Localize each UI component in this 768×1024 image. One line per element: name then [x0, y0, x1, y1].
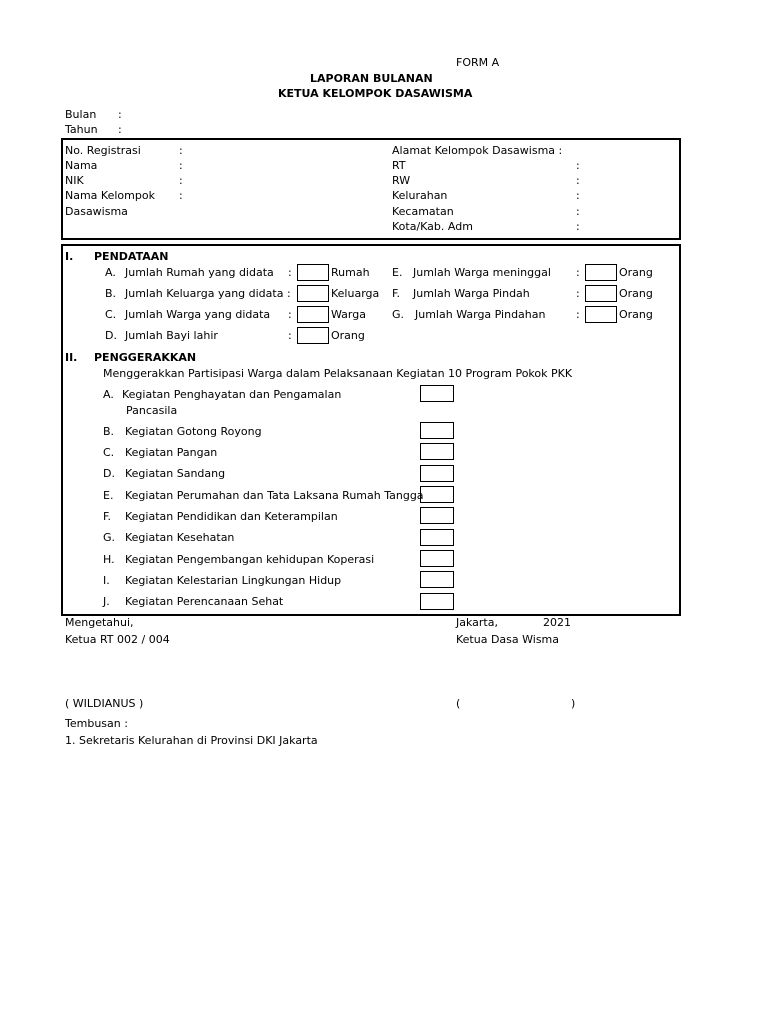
kegiatan-e-letter: E.: [103, 489, 114, 502]
ketua-rt-name: ( WILDIANUS ): [65, 697, 144, 710]
colon: :: [576, 287, 580, 300]
item-d-unit: Orang: [331, 329, 365, 342]
jumlah-warga-input[interactable]: [297, 306, 329, 323]
signature-close-paren: ): [571, 697, 576, 710]
tembusan-label: Tembusan :: [65, 717, 128, 730]
item-b-label: Jumlah Keluarga yang didata :: [125, 287, 291, 300]
nama-kelompok-label: Nama Kelompok: [65, 189, 155, 202]
kegiatan-a-label-2: Pancasila: [126, 404, 178, 417]
item-c-label: Jumlah Warga yang didata: [125, 308, 271, 321]
kegiatan-e-input[interactable]: [420, 486, 454, 503]
section1-title: PENDATAAN: [94, 250, 169, 263]
kegiatan-g-label: Kegiatan Kesehatan: [125, 531, 235, 544]
bulan-colon: :: [118, 108, 122, 121]
kegiatan-c-label: Kegiatan Pangan: [125, 446, 218, 459]
kecamatan-label: Kecamatan: [392, 205, 454, 218]
colon: :: [576, 308, 580, 321]
kegiatan-b-input[interactable]: [420, 422, 454, 439]
mengetahui-label: Mengetahui,: [65, 616, 134, 629]
item-a-unit: Rumah: [331, 266, 370, 279]
colon: :: [179, 174, 183, 187]
kegiatan-j-input[interactable]: [420, 593, 454, 610]
warga-meninggal-input[interactable]: [585, 264, 617, 281]
item-d-letter: D.: [105, 329, 117, 342]
title-line-1: LAPORAN BULANAN: [310, 72, 433, 85]
ketua-dasawisma-label: Ketua Dasa Wisma: [456, 633, 560, 646]
item-e-unit: Orang: [619, 266, 653, 279]
kegiatan-h-label: Kegiatan Pengembangan kehidupan Koperasi: [125, 553, 375, 566]
kegiatan-f-input[interactable]: [420, 507, 454, 524]
jumlah-keluarga-input[interactable]: [297, 285, 329, 302]
kegiatan-h-letter: H.: [103, 553, 115, 566]
colon: :: [288, 266, 292, 279]
item-b-unit: Keluarga: [331, 287, 380, 300]
kota-label: Kota/Kab. Adm: [392, 220, 473, 233]
colon: :: [576, 189, 580, 202]
signature-open-paren: (: [456, 697, 461, 710]
item-c-letter: C.: [105, 308, 117, 321]
jumlah-rumah-input[interactable]: [297, 264, 329, 281]
colon: :: [179, 159, 183, 172]
rw-label: RW: [392, 174, 411, 187]
kelurahan-label: Kelurahan: [392, 189, 448, 202]
colon: :: [288, 308, 292, 321]
dasawisma-label: Dasawisma: [65, 205, 128, 218]
form-code: FORM A: [456, 56, 500, 69]
kegiatan-a-letter: A.: [103, 388, 114, 401]
kegiatan-c-input[interactable]: [420, 443, 454, 460]
rt-label: RT: [392, 159, 406, 172]
kegiatan-d-input[interactable]: [420, 465, 454, 482]
kegiatan-b-letter: B.: [103, 425, 115, 438]
item-g-letter: G.: [392, 308, 405, 321]
kegiatan-i-letter: I.: [103, 574, 110, 587]
title-line-2: KETUA KELOMPOK DASAWISMA: [278, 87, 473, 100]
item-f-letter: F.: [392, 287, 401, 300]
item-e-letter: E.: [392, 266, 403, 279]
item-f-label: Jumlah Warga Pindah: [413, 287, 530, 300]
tembusan-item-1: 1. Sekretaris Kelurahan di Provinsi DKI Jakarta: [65, 734, 318, 747]
kegiatan-e-label: Kegiatan Perumahan dan Tata Laksana Rumah Tangga: [125, 489, 424, 502]
bulan-label: Bulan: [65, 108, 97, 121]
kegiatan-a-label: Kegiatan Penghayatan dan Pengamalan: [122, 388, 342, 401]
colon: :: [576, 266, 580, 279]
jumlah-bayi-input[interactable]: [297, 327, 329, 344]
city-label: Jakarta,: [456, 616, 498, 629]
section2-title: PENGGERAKKAN: [94, 351, 197, 364]
item-c-unit: Warga: [331, 308, 366, 321]
colon: :: [179, 144, 183, 157]
item-g-unit: Orang: [619, 308, 653, 321]
colon: :: [576, 174, 580, 187]
item-g-label: Jumlah Warga Pindahan: [415, 308, 546, 321]
section1-number: I.: [65, 250, 74, 263]
colon: :: [576, 220, 580, 233]
item-a-label: Jumlah Rumah yang didata: [125, 266, 274, 279]
item-a-letter: A.: [105, 266, 116, 279]
kegiatan-i-label: Kegiatan Kelestarian Lingkungan Hidup: [125, 574, 342, 587]
kegiatan-d-label: Kegiatan Sandang: [125, 467, 226, 480]
kegiatan-g-input[interactable]: [420, 529, 454, 546]
alamat-label: Alamat Kelompok Dasawisma :: [392, 144, 563, 157]
kegiatan-j-letter: J.: [103, 595, 110, 608]
tahun-label: Tahun: [65, 123, 98, 136]
nik-label: NIK: [65, 174, 84, 187]
ketua-rt-label: Ketua RT 002 / 004: [65, 633, 170, 646]
item-f-unit: Orang: [619, 287, 653, 300]
section2-subtitle: Menggerakkan Partisipasi Warga dalam Pelaksanaan Kegiatan 10 Program Pokok PKK: [103, 367, 573, 380]
item-d-label: Jumlah Bayi lahir: [125, 329, 218, 342]
kegiatan-a-input[interactable]: [420, 385, 454, 402]
nama-label: Nama: [65, 159, 98, 172]
kegiatan-c-letter: C.: [103, 446, 115, 459]
kegiatan-d-letter: D.: [103, 467, 115, 480]
section2-number: II.: [65, 351, 78, 364]
colon: :: [288, 329, 292, 342]
kegiatan-f-label: Kegiatan Pendidikan dan Keterampilan: [125, 510, 338, 523]
item-b-letter: B.: [105, 287, 117, 300]
kegiatan-g-letter: G.: [103, 531, 116, 544]
kegiatan-h-input[interactable]: [420, 550, 454, 567]
warga-pindahan-input[interactable]: [585, 306, 617, 323]
warga-pindah-input[interactable]: [585, 285, 617, 302]
item-e-label: Jumlah Warga meninggal: [413, 266, 551, 279]
no-registrasi-label: No. Registrasi: [65, 144, 141, 157]
kegiatan-f-letter: F.: [103, 510, 112, 523]
year-label: 2021: [543, 616, 571, 629]
colon: :: [576, 205, 580, 218]
kegiatan-b-label: Kegiatan Gotong Royong: [125, 425, 262, 438]
colon: :: [179, 189, 183, 202]
tahun-colon: :: [118, 123, 122, 136]
kegiatan-i-input[interactable]: [420, 571, 454, 588]
kegiatan-j-label: Kegiatan Perencanaan Sehat: [125, 595, 284, 608]
colon: :: [576, 159, 580, 172]
